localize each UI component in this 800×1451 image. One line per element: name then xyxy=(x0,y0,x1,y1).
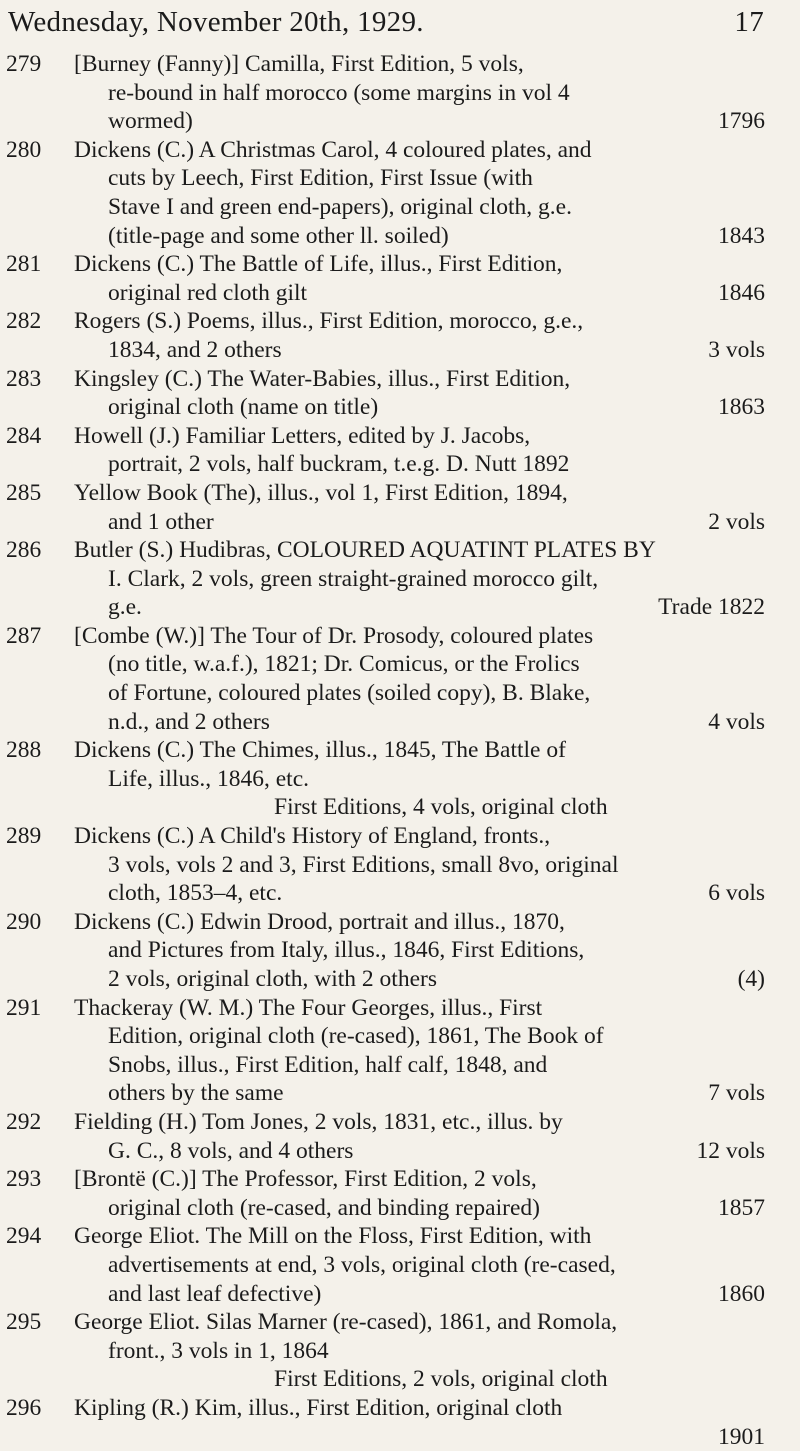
lot-number: 284 xyxy=(6,422,68,451)
description-line xyxy=(74,1280,765,1309)
line-date: 4 vols xyxy=(708,708,765,737)
lot-entry xyxy=(0,1394,800,1451)
lot-entry xyxy=(0,736,800,822)
description-line xyxy=(74,994,765,1023)
line-text: (no title, w.a.f.), 1821; Dr. Comicus, or the Frolics xyxy=(108,650,580,679)
line-text: First Editions, 4 vols, original cloth xyxy=(274,793,608,822)
lot-description xyxy=(74,1108,765,1165)
description-line xyxy=(74,279,765,308)
line-text: Dickens (C.) Edwin Drood, portrait and illus., 1870, xyxy=(74,908,565,937)
description-line xyxy=(74,222,765,251)
description-line xyxy=(74,1394,765,1423)
line-text: Butler (S.) Hudibras, COLOURED AQUATINT PLATES BY xyxy=(74,536,656,565)
line-text: [Brontë (C.)] The Professor, First Edition, 2 vols, xyxy=(74,1165,537,1194)
description-line xyxy=(74,650,765,679)
lot-number: 288 xyxy=(6,736,68,765)
lot-description xyxy=(74,536,765,622)
lot-number: 289 xyxy=(6,822,68,851)
line-date: Trade 1822 xyxy=(658,593,765,622)
line-text: front., 3 vols in 1, 1864 xyxy=(108,1337,329,1366)
line-date: 1846 xyxy=(718,279,765,308)
line-text: Fielding (H.) Tom Jones, 2 vols, 1831, etc., illus. by xyxy=(74,1108,563,1137)
lot-number: 281 xyxy=(6,250,68,279)
line-text: and 1 other xyxy=(108,508,214,537)
lot-number: 296 xyxy=(6,1394,68,1423)
lot-entry xyxy=(0,1108,800,1165)
lot-list xyxy=(0,50,800,1451)
description-line xyxy=(74,193,765,222)
line-date: 2 vols xyxy=(708,508,765,537)
line-text: Dickens (C.) The Chimes, illus., 1845, The Battle of xyxy=(74,736,566,765)
lot-description xyxy=(74,365,765,422)
line-text: cuts by Leech, First Edition, First Issue (with xyxy=(108,164,533,193)
lot-entry xyxy=(0,1308,800,1394)
lot-description xyxy=(74,422,765,479)
lot-number: 286 xyxy=(6,536,68,565)
lot-number: 282 xyxy=(6,307,68,336)
description-line xyxy=(74,1165,765,1194)
line-text: n.d., and 2 others xyxy=(108,708,270,737)
description-line xyxy=(74,1337,765,1366)
lot-description xyxy=(74,736,765,822)
line-text: Life, illus., 1846, etc. xyxy=(108,765,309,794)
description-line xyxy=(74,965,765,994)
lot-entry xyxy=(0,422,800,479)
description-line xyxy=(74,1423,765,1451)
description-line xyxy=(74,164,765,193)
description-line xyxy=(74,107,765,136)
lot-entry xyxy=(0,479,800,536)
lot-number: 293 xyxy=(6,1165,68,1194)
lot-number: 280 xyxy=(6,136,68,165)
description-line xyxy=(74,793,765,822)
description-line xyxy=(74,1251,765,1280)
line-text: Snobs, illus., First Edition, half calf, 1848, and xyxy=(108,1051,547,1080)
lot-entry xyxy=(0,536,800,622)
line-date: 12 vols xyxy=(696,1137,765,1166)
line-text: and last leaf defective) xyxy=(108,1280,321,1309)
description-line xyxy=(74,1108,765,1137)
line-text: g.e. xyxy=(108,593,142,622)
description-line xyxy=(74,79,765,108)
description-line xyxy=(74,822,765,851)
line-text: (title-page and some other ll. soiled) xyxy=(108,222,449,251)
line-text: [Combe (W.)] The Tour of Dr. Prosody, coloured plates xyxy=(74,622,593,651)
line-date: 6 vols xyxy=(708,879,765,908)
line-text: 2 vols, original cloth, with 2 others xyxy=(108,965,437,994)
line-text: original cloth (re-cased, and binding repaired) xyxy=(108,1194,540,1223)
lot-number: 285 xyxy=(6,479,68,508)
line-text: Howell (J.) Familiar Letters, edited by J. Jacobs, xyxy=(74,422,530,451)
lot-entry xyxy=(0,307,800,364)
line-text: Thackeray (W. M.) The Four Georges, illus., First xyxy=(74,994,542,1023)
description-line xyxy=(74,736,765,765)
page-header xyxy=(8,6,764,39)
description-line xyxy=(74,1051,765,1080)
lot-entry xyxy=(0,622,800,736)
description-line xyxy=(74,708,765,737)
line-text: original red cloth gilt xyxy=(108,279,307,308)
description-line xyxy=(74,479,765,508)
description-line xyxy=(74,393,765,422)
line-text: I. Clark, 2 vols, green straight-grained morocco gilt, xyxy=(108,565,598,594)
line-text: Kingsley (C.) The Water-Babies, illus., First Edition, xyxy=(74,365,570,394)
line-text: Stave I and green end-papers), original cloth, g.e. xyxy=(108,193,572,222)
line-text: [Burney (Fanny)] Camilla, First Edition, 5 vols, xyxy=(74,50,524,79)
description-line xyxy=(74,50,765,79)
lot-description xyxy=(74,307,765,364)
line-date: 1857 xyxy=(718,1194,765,1223)
line-text: Yellow Book (The), illus., vol 1, First Edition, 1894, xyxy=(74,479,568,508)
description-line xyxy=(74,1079,765,1108)
description-line xyxy=(74,136,765,165)
line-date: 1863 xyxy=(718,393,765,422)
lot-description xyxy=(74,50,765,136)
description-line xyxy=(74,622,765,651)
lot-number: 292 xyxy=(6,1108,68,1137)
lot-description xyxy=(74,250,765,307)
description-line xyxy=(74,1222,765,1251)
lot-number: 290 xyxy=(6,908,68,937)
description-line xyxy=(74,250,765,279)
description-line xyxy=(74,450,765,479)
description-line xyxy=(74,1194,765,1223)
description-line xyxy=(74,1137,765,1166)
line-text: First Editions, 2 vols, original cloth xyxy=(274,1365,608,1394)
description-line xyxy=(74,679,765,708)
lot-number: 295 xyxy=(6,1308,68,1337)
lot-description xyxy=(74,622,765,736)
line-date: 1860 xyxy=(718,1280,765,1309)
lot-description xyxy=(74,136,765,250)
page-number: 17 xyxy=(734,6,764,39)
lot-number: 279 xyxy=(6,50,68,79)
lot-entry xyxy=(0,136,800,250)
description-line xyxy=(74,422,765,451)
lot-number: 294 xyxy=(6,1222,68,1251)
lot-entry xyxy=(0,822,800,908)
lot-entry xyxy=(0,1165,800,1222)
lot-description xyxy=(74,1308,765,1394)
line-text: re-bound in half morocco (some margins in vol 4 xyxy=(108,79,570,108)
lot-entry xyxy=(0,50,800,136)
line-text: Rogers (S.) Poems, illus., First Edition, morocco, g.e., xyxy=(74,307,583,336)
line-text: cloth, 1853–4, etc. xyxy=(108,879,282,908)
header-date: Wednesday, November 20th, 1929. xyxy=(8,6,424,39)
line-text: portrait, 2 vols, half buckram, t.e.g. D. Nutt 1892 xyxy=(108,450,569,479)
line-text: advertisements at end, 3 vols, original cloth (re-cased, xyxy=(108,1251,616,1280)
description-line xyxy=(74,365,765,394)
lot-entry xyxy=(0,994,800,1108)
lot-description xyxy=(74,822,765,908)
lot-description xyxy=(74,994,765,1108)
description-line xyxy=(74,336,765,365)
description-line xyxy=(74,536,765,565)
description-line xyxy=(74,1365,765,1394)
lot-number: 287 xyxy=(6,622,68,651)
line-text: Dickens (C.) A Christmas Carol, 4 coloured plates, and xyxy=(74,136,592,165)
line-text: wormed) xyxy=(108,107,193,136)
line-text: 1834, and 2 others xyxy=(108,336,282,365)
description-line xyxy=(74,936,765,965)
lot-number: 283 xyxy=(6,365,68,394)
description-line xyxy=(74,765,765,794)
description-line xyxy=(74,565,765,594)
line-text: George Eliot. The Mill on the Floss, First Edition, with xyxy=(74,1222,591,1251)
line-text: Dickens (C.) The Battle of Life, illus., First Edition, xyxy=(74,250,562,279)
description-line xyxy=(74,1022,765,1051)
line-date: 1901 xyxy=(718,1423,765,1451)
line-date: (4) xyxy=(738,965,765,994)
line-text: Dickens (C.) A Child's History of England, fronts., xyxy=(74,822,550,851)
description-line xyxy=(74,879,765,908)
line-text: Kipling (R.) Kim, illus., First Edition, original cloth xyxy=(74,1394,562,1423)
line-date: 1843 xyxy=(718,222,765,251)
lot-entry xyxy=(0,365,800,422)
lot-number: 291 xyxy=(6,994,68,1023)
description-line xyxy=(74,508,765,537)
description-line xyxy=(74,851,765,880)
line-text: George Eliot. Silas Marner (re-cased), 1861, and Romola, xyxy=(74,1308,617,1337)
line-date: 1796 xyxy=(718,107,765,136)
description-line xyxy=(74,593,765,622)
line-date: 7 vols xyxy=(708,1079,765,1108)
lot-description xyxy=(74,479,765,536)
description-line xyxy=(74,307,765,336)
line-text: 3 vols, vols 2 and 3, First Editions, small 8vo, original xyxy=(108,851,618,880)
line-text: and Pictures from Italy, illus., 1846, First Editions, xyxy=(108,936,584,965)
line-text: of Fortune, coloured plates (soiled copy), B. Blake, xyxy=(108,679,590,708)
lot-description xyxy=(74,1165,765,1222)
line-text: Edition, original cloth (re-cased), 1861, The Book of xyxy=(108,1022,604,1051)
description-line xyxy=(74,1308,765,1337)
lot-entry xyxy=(0,250,800,307)
description-line xyxy=(74,908,765,937)
line-date: 3 vols xyxy=(708,336,765,365)
lot-entry xyxy=(0,1222,800,1308)
lot-entry xyxy=(0,908,800,994)
lot-description xyxy=(74,1394,765,1451)
line-text: others by the same xyxy=(108,1079,284,1108)
lot-description xyxy=(74,1222,765,1308)
line-text: G. C., 8 vols, and 4 others xyxy=(108,1137,353,1166)
line-text: original cloth (name on title) xyxy=(108,393,378,422)
lot-description xyxy=(74,908,765,994)
